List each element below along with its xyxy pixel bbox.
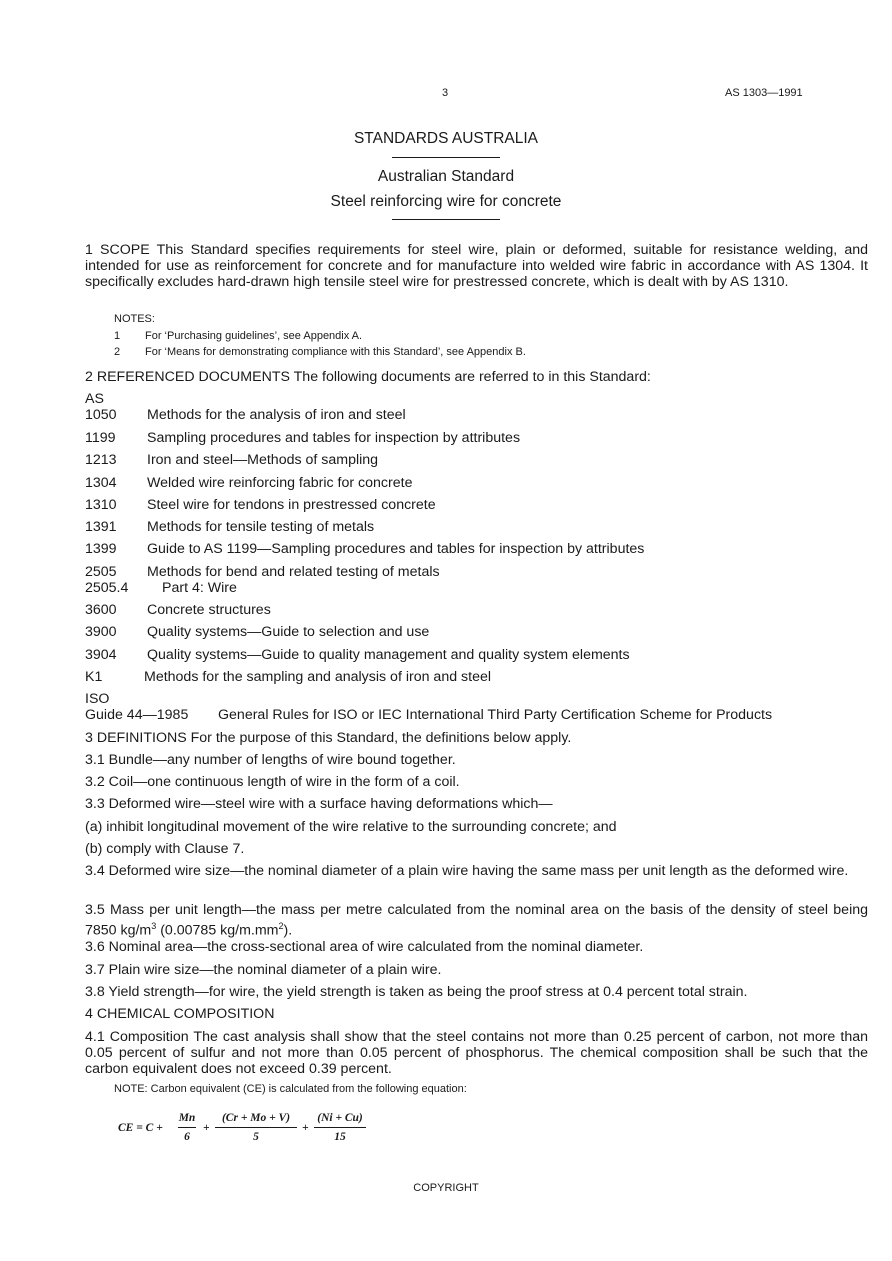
formula-term-numerator: Mn: [178, 1112, 196, 1124]
definition-3-1: 3.1 Bundle—any number of lengths of wire bound together.: [85, 752, 456, 768]
ref-title: Guide to AS 1199—Sampling procedures and tables for inspection by attributes: [147, 541, 645, 557]
ref-title: Methods for the analysis of iron and steel: [147, 407, 406, 423]
ref-number: 2505.4: [85, 580, 129, 596]
formula-plus: +: [203, 1122, 210, 1134]
superscript: 2: [278, 921, 284, 931]
ref-title: Quality systems—Guide to selection and use: [147, 624, 430, 640]
ref-number: 1391: [85, 519, 117, 535]
formula-term-numerator: (Cr + Mo + V): [221, 1112, 291, 1124]
definition-3-5-text: 3.5 Mass per unit length—the mass per metre calculated from the nominal area on the basis of the density of steel being 7850 kg/m: [85, 902, 868, 939]
as-label: AS: [85, 391, 104, 407]
notes-label: NOTES:: [114, 313, 155, 325]
standard-type: Australian Standard: [377, 168, 515, 185]
definition-3-3-a: (a) inhibit longitudinal movement of the wire relative to the surrounding concrete; and: [85, 819, 617, 835]
ref-title: Iron and steel—Methods of sampling: [147, 452, 379, 468]
document-title: Steel reinforcing wire for concrete: [330, 193, 562, 210]
scope-clause: 1 SCOPE This Standard specifies requirements for steel wire, plain or deformed, suitable for resistance welding, and intended for use as reinforcement for concrete and for manufacture into welded wire fabric in accordance with AS 1304. It specifically excludes hard-drawn high tensile steel wire for prestressed concrete, which is dealt with by AS 1310.: [85, 242, 868, 290]
ref-title: Methods for the sampling and analysis of iron and steel: [144, 669, 492, 685]
org-title: STANDARDS AUSTRALIA: [353, 130, 539, 147]
ref-title: Methods for tensile testing of metals: [147, 519, 375, 535]
formula-term-denominator: 15: [334, 1131, 346, 1143]
ref-title: Quality systems—Guide to quality management and quality system elements: [147, 647, 630, 663]
definition-3-2: 3.2 Coil—one continuous length of wire in the form of a coil.: [85, 774, 460, 790]
definition-3-4: 3.4 Deformed wire size—the nominal diameter of a plain wire having the same mass per unit length as the deformed wire.: [85, 863, 849, 879]
ref-number: 1310: [85, 497, 117, 513]
references-heading: 2 REFERENCED DOCUMENTS The following documents are referred to in this Standard:: [85, 369, 651, 385]
ref-number: 3900: [85, 624, 117, 640]
note-text: For ‘Purchasing guidelines’, see Appendix A.: [145, 330, 363, 342]
fraction-bar: [314, 1127, 366, 1128]
ref-title: General Rules for ISO or IEC International Third Party Certification Scheme for Products: [218, 707, 773, 723]
note-text: For ‘Means for demonstrating compliance with this Standard’, see Appendix B.: [145, 346, 526, 358]
ref-number: 2505: [85, 564, 117, 580]
definition-3-7: 3.7 Plain wire size—the nominal diameter of a plain wire.: [85, 962, 442, 978]
formula-plus: +: [302, 1122, 309, 1134]
formula-term-denominator: 6: [184, 1131, 190, 1143]
ref-number: 3904: [85, 647, 117, 663]
ref-number: 1304: [85, 475, 117, 491]
iso-label: ISO: [85, 691, 110, 707]
ref-title: Concrete structures: [147, 602, 271, 618]
ref-title: Welded wire reinforcing fabric for concrete: [147, 475, 413, 491]
definition-3-3: 3.3 Deformed wire—steel wire with a surface having deformations which—: [85, 796, 553, 812]
ref-title: Sampling procedures and tables for inspection by attributes: [147, 430, 521, 446]
formula-term-denominator: 5: [253, 1131, 259, 1143]
ref-number: 1213: [85, 452, 117, 468]
note-number: 1: [114, 330, 121, 342]
ref-number: 3600: [85, 602, 117, 618]
ref-number: 1399: [85, 541, 117, 557]
title-rule-top: [392, 157, 500, 158]
definition-3-5: [85, 902, 868, 939]
formula-lhs: CE = C +: [118, 1122, 163, 1134]
title-rule-bottom: [392, 219, 500, 220]
copyright-footer: COPYRIGHT: [413, 1182, 479, 1194]
fraction-bar: [215, 1127, 297, 1128]
carbon-equivalent-note: NOTE: Carbon equivalent (CE) is calculated from the following equation:: [114, 1083, 467, 1095]
ref-title: Part 4: Wire: [162, 580, 237, 596]
definition-3-6: 3.6 Nominal area—the cross-sectional area of wire calculated from the nominal diameter.: [85, 939, 644, 955]
note-number: 2: [114, 346, 121, 358]
definition-3-5-text: ).: [283, 922, 293, 939]
formula-term-numerator: (Ni + Cu): [317, 1112, 363, 1124]
definitions-heading: 3 DEFINITIONS For the purpose of this Standard, the definitions below apply.: [85, 730, 572, 746]
chemical-heading: 4 CHEMICAL COMPOSITION: [85, 1006, 275, 1022]
ref-number: Guide 44—1985: [85, 707, 189, 723]
ref-number: K1: [85, 669, 103, 685]
page-number: 3: [442, 87, 449, 99]
superscript: 3: [151, 921, 157, 931]
definition-3-3-b: (b) comply with Clause 7.: [85, 841, 245, 857]
definition-3-5-text: (0.00785 kg/m.mm: [156, 922, 279, 939]
ref-title: Steel wire for tendons in prestressed concrete: [147, 497, 436, 513]
ref-title: Methods for bend and related testing of metals: [147, 564, 440, 580]
definition-3-8: 3.8 Yield strength—for wire, the yield strength is taken as being the proof stress at 0.4 percent total strain.: [85, 984, 748, 1000]
composition-clause: 4.1 Composition The cast analysis shall show that the steel contains not more than 0.25 percent of carbon, not more than 0.05 percent of sulfur and not more than 0.05 percent of phosphorus. The chemical composition shall be such that the carbon equivalent does not exceed 0.39 percent.: [85, 1029, 868, 1077]
fraction-bar: [178, 1127, 196, 1128]
standard-id: AS 1303—1991: [725, 87, 803, 99]
ref-number: 1050: [85, 407, 117, 423]
ref-number: 1199: [85, 430, 116, 446]
